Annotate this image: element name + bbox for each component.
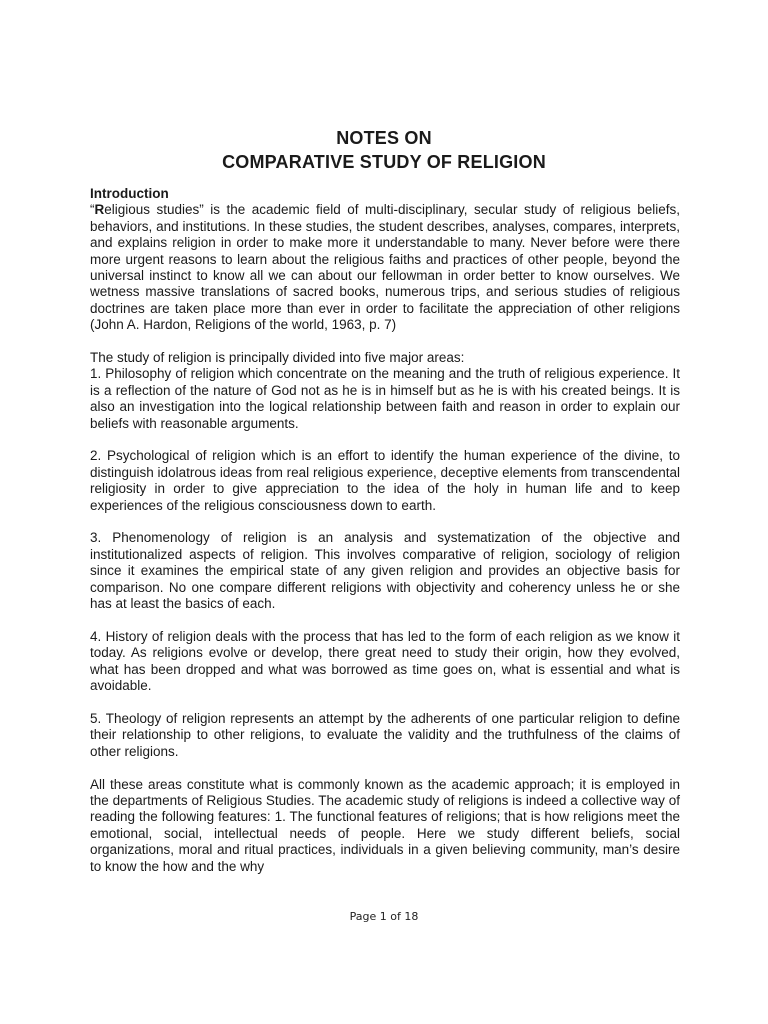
area-1-paragraph: 1. Philosophy of religion which concentrate on the meaning and the truth of religious experience. It is a reflection of the nature of God not as he is in himself but as he is with his created beings. It is also an investigation into the logical relationship between faith and reason in order to explain our beliefs with reasonable arguments.	[90, 366, 680, 431]
title-line-2: COMPARATIVE STUDY OF RELIGION	[222, 152, 546, 172]
page-number-footer: Page 1 of 18	[349, 910, 419, 923]
area-3-paragraph: 3. Phenomenology of religion is an analysis and systematization of the objective and institutionalized aspects of religion. This involves comparative of religion, sociology of religion since it examines the empirical state of any given religion and provides an objective basis for comparison. No one compare different religions with objectivity and coherency unless he or she has at least the basics of each.	[90, 530, 680, 612]
area-4-paragraph: 4. History of religion deals with the process that has led to the form of each religion as we know it today. As religions evolve or develop, there great need to study their origin, how they evolved, what has been dropped and what was borrowed as time goes on, what is essential and what is avoidable.	[90, 628, 680, 694]
section-heading-introduction: Introduction	[90, 186, 169, 201]
title-line-1: NOTES ON	[336, 128, 432, 148]
intro-dropcap: R	[94, 202, 105, 218]
intro-text: eligious studies” is the academic field of multi-disciplinary, secular study of religious beliefs, behaviors, and institutions. In these studies, the student describes, analyses, compares, interprets, and explains religion in order to make more it understandable to many. Never before were there more urgent reasons to learn about the religious faiths and practices of other people, beyond the universal instinct to know all we can about our fellowman in order better to know ourselves. We wetness massive translations of sacred books, numerous trips, and serious studies of religious doctrines are taken place more than ever in order to facilitate the appreciation of other religions (John A. Hardon, Religions of the world, 1963, p. 7)	[90, 202, 680, 333]
area-2-paragraph: 2. Psychological of religion which is an effort to identify the human experience of the divine, to distinguish idolatrous ideas from real religious experience, deceptive elements from transcendental religiosity in order to give appreciation to the idea of the holy in human life and to keep experiences of the religious consciousness down to earth.	[90, 448, 680, 513]
area-5-paragraph: 5. Theology of religion represents an attempt by the adherents of one particular religion to define their relationship to other religions, to evaluate the validity and the truthfulness of the claims of other religions.	[90, 710, 680, 759]
closing-paragraph: All these areas constitute what is commonly known as the academic approach; it is employed in the departments of Religious Studies. The academic study of religions is indeed a collective way of reading the following features: 1. The functional features of religions; that is how religions meet the emotional, social, intellectual needs of people. Here we study different beliefs, social organizations, moral and ritual practices, individuals in a given believing community, man’s desire to know the how and the why	[90, 776, 680, 874]
intro-open-quote: “	[90, 202, 95, 218]
document-body	[90, 186, 680, 875]
intro-paragraph	[90, 202, 680, 333]
areas-intro: The study of religion is principally divided into five major areas:	[90, 350, 465, 366]
